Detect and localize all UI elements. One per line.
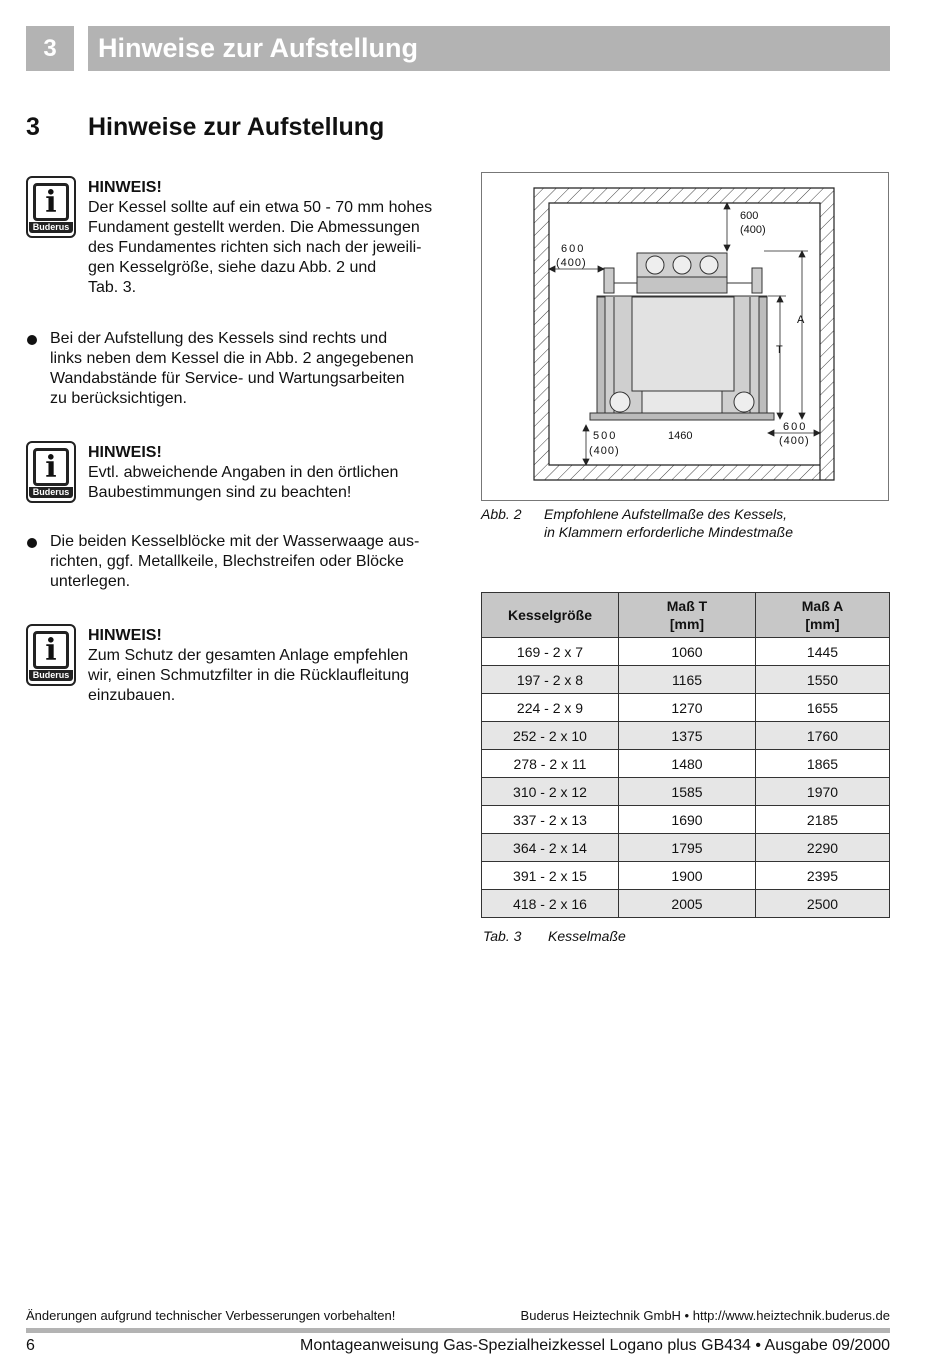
table-row: 278 - 2 x 11 1480 1865 bbox=[482, 750, 890, 778]
boiler-dimensions-table bbox=[481, 592, 890, 918]
label-boiler-width: 1460 bbox=[668, 430, 693, 442]
note-line: einzubauen. bbox=[88, 687, 176, 704]
label-top-clearance-min: (400) bbox=[740, 224, 766, 236]
label-top-clearance: 600 bbox=[740, 210, 759, 222]
label-dimension-t: T bbox=[776, 344, 783, 356]
bullet-dot bbox=[27, 335, 37, 345]
info-icon: i Buderus bbox=[26, 176, 76, 238]
table-row: 391 - 2 x 15 1900 2395 bbox=[482, 862, 890, 890]
figure-caption-line: Empfohlene Aufstellmaße des Kessels, bbox=[544, 506, 788, 522]
table-caption-label: Tab. 3 bbox=[483, 928, 522, 944]
note-2-text bbox=[88, 443, 448, 503]
label-right-clearance: 600 bbox=[783, 421, 808, 433]
label-left-clearance-min: (400) bbox=[556, 257, 587, 269]
note-1-text bbox=[88, 178, 448, 298]
figure-caption-label: Abb. 2 bbox=[481, 506, 522, 522]
bullet-line: richten, ggf. Metallkeile, Blechstreifen oder Blöcke bbox=[50, 553, 404, 570]
page-number: 6 bbox=[26, 1337, 35, 1354]
footer-disclaimer: Änderungen aufgrund technischer Verbesserungen vorbehalten! bbox=[26, 1308, 396, 1323]
bullet-item-2 bbox=[26, 532, 446, 594]
section-number: 3 bbox=[26, 113, 40, 141]
note-3-text bbox=[88, 626, 448, 706]
table-header-size: Kesselgröße bbox=[482, 593, 619, 638]
chapter-title-bar: Hinweise zur Aufstellung bbox=[88, 26, 890, 71]
label-left-clearance: 600 bbox=[561, 243, 586, 255]
note-2 bbox=[26, 441, 446, 505]
table-row: 224 - 2 x 9 1270 1655 bbox=[482, 694, 890, 722]
figure-boiler-clearances bbox=[481, 172, 889, 501]
bullet-dot bbox=[27, 538, 37, 548]
icon-brand-label: Buderus bbox=[29, 487, 73, 498]
info-icon: i Buderus bbox=[26, 624, 76, 686]
table-caption-text: Kesselmaße bbox=[548, 928, 626, 944]
boiler-diagram bbox=[482, 173, 888, 500]
note-line: des Fundamentes richten sich nach der jeweili- bbox=[88, 239, 422, 256]
note-line: Der Kessel sollte auf ein etwa 50 - 70 mm hohes bbox=[88, 199, 433, 216]
note-line: Zum Schutz der gesamten Anlage empfehlen bbox=[88, 647, 409, 664]
label-front-clearance-min: (400) bbox=[589, 445, 620, 457]
note-label: HINWEIS! bbox=[88, 444, 162, 461]
table-header-dim-a: Maß A [mm] bbox=[756, 593, 890, 638]
icon-brand-label: Buderus bbox=[29, 222, 73, 233]
note-line: Tab. 3. bbox=[88, 279, 137, 296]
table-row: 252 - 2 x 10 1375 1760 bbox=[482, 722, 890, 750]
bullet-line: Die beiden Kesselblöcke mit der Wasserwaage aus- bbox=[50, 533, 420, 550]
icon-brand-label: Buderus bbox=[29, 670, 73, 681]
label-right-clearance-min: (400) bbox=[779, 435, 810, 447]
table-row: 418 - 2 x 16 2005 2500 bbox=[482, 890, 890, 918]
label-dimension-a: A bbox=[797, 314, 805, 326]
table-header-dim-t: Maß T [mm] bbox=[619, 593, 756, 638]
bullet-line: Wandabstände für Service- und Wartungsarbeiten bbox=[50, 370, 405, 387]
boiler-drawing bbox=[590, 253, 774, 420]
bullet-line: zu berücksichtigen. bbox=[50, 390, 187, 407]
note-label: HINWEIS! bbox=[88, 179, 162, 196]
note-line: gen Kesselgröße, siehe dazu Abb. 2 und bbox=[88, 259, 377, 276]
footer-divider bbox=[26, 1328, 890, 1333]
note-1 bbox=[26, 176, 446, 296]
bullet-line: Bei der Aufstellung des Kessels sind rechts und bbox=[50, 330, 388, 347]
note-line: Baubestimmungen sind zu beachten! bbox=[88, 484, 352, 501]
table-header-row bbox=[482, 593, 890, 638]
note-label: HINWEIS! bbox=[88, 627, 162, 644]
table-row: 197 - 2 x 8 1165 1550 bbox=[482, 666, 890, 694]
table-row: 169 - 2 x 7 1060 1445 bbox=[482, 638, 890, 666]
bullet-line: unterlegen. bbox=[50, 573, 131, 590]
bullet-line: links neben dem Kessel die in Abb. 2 angegebenen bbox=[50, 350, 414, 367]
footer-company: Buderus Heiztechnik GmbH • http://www.heiztechnik.buderus.de bbox=[520, 1308, 890, 1323]
bullet-item-1 bbox=[26, 329, 446, 411]
table-row: 337 - 2 x 13 1690 2185 bbox=[482, 806, 890, 834]
note-3 bbox=[26, 624, 446, 708]
table-row: 364 - 2 x 14 1795 2290 bbox=[482, 834, 890, 862]
note-line: wir, einen Schmutzfilter in die Rücklaufleitung bbox=[88, 667, 410, 684]
section-title: Hinweise zur Aufstellung bbox=[88, 113, 385, 141]
note-line: Fundament gestellt werden. Die Abmessungen bbox=[88, 219, 420, 236]
note-line: Evtl. abweichende Angaben in den örtlichen bbox=[88, 464, 399, 481]
chapter-number-badge: 3 bbox=[26, 26, 74, 71]
info-icon: i Buderus bbox=[26, 441, 76, 503]
figure-caption-line: in Klammern erforderliche Mindestmaße bbox=[544, 524, 793, 540]
footer-document-title: Montageanweisung Gas-Spezialheizkessel Logano plus GB434 • Ausgabe 09/2000 bbox=[299, 1337, 890, 1354]
label-front-clearance: 500 bbox=[593, 430, 618, 442]
table-row: 310 - 2 x 12 1585 1970 bbox=[482, 778, 890, 806]
